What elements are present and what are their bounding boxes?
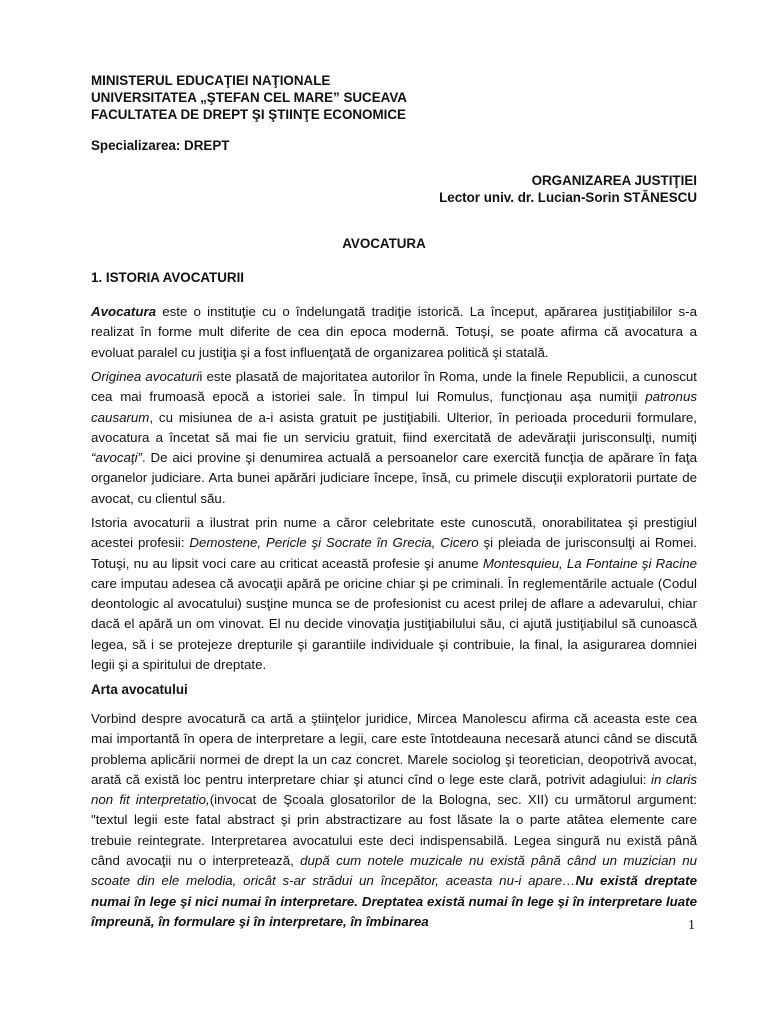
paragraph-4-text-1: Vorbind despre avocatură ca artă a ştiinţelor juridice, Mircea Manolescu afirma că aceasta este cea mai importantă în opera de interpretare a legii, care este întotdeauna necesară atunci când se discută problema aplicării normei de drept la un caz concret. Marele sociolog şi teoretician, deopotrivă avocat, arată că există loc pentru interpretare chiar şi atunci cînd o lege este clară, potrivit adagiului: [91, 711, 697, 787]
institution-header [91, 72, 407, 123]
document-title: AVOCATURA [342, 236, 426, 251]
paragraph-4-bold-italic: Nu există dreptate numai în lege şi nici numai în interpretare. Dreptatea există numai în lege şi în interpretare luate împreună, în formulare şi în interpretare, în îmbinarea [91, 873, 697, 929]
paragraph-2-italic-1: Originea avocaturi [91, 369, 200, 384]
faculty-line: FACULTATEA DE DREPT ŞI ŞTIINŢE ECONOMICE [91, 107, 406, 122]
university-line: UNIVERSITATEA „ŞTEFAN CEL MARE” SUCEAVA [91, 90, 407, 105]
paragraph-2 [91, 367, 697, 509]
paragraph-3-text-2: şi pleiada de jurisconsulţi ai Romei. Totuşi, nu au lipsit voci care au criticat această profesie şi anume [91, 535, 698, 571]
section-heading-history [91, 270, 244, 285]
paragraph-1-text: este o instituţie cu o îndelungată tradiţie istorică. La început, apărarea justiţiabililor s-a realizat în forme mult diferite de cea din epoca modernă. Totuşi, se poate afirma că avocatura a evoluat paralel cu justiţia şi a fost influenţată de organizarea politică şi statală. [91, 304, 697, 360]
course-name: ORGANIZAREA JUSTIŢIEI [531, 173, 697, 188]
paragraph-3-text-1: Istoria avocaturii a ilustrat prin nume a căror celebritate este cunoscută, onorabilitatea şi prestigiul acestei profesii: [91, 515, 697, 551]
term-avocatura: Avocatura [91, 304, 157, 319]
paragraph-2-text-1: i este plasată de majoritatea autorilor în Roma, unde la finele Republicii, a cunoscut cea mai frumoasă epocă a istoriei sale. În timpul lui Romulus, funcţionau aşa numiţii [91, 369, 697, 405]
course-info [439, 172, 697, 206]
paragraph-2-italic-2: patronus causarum [91, 389, 697, 425]
paragraph-3-text-3: care imputau adesea că avocaţii apără pe oricine chiar şi pe criminali. În reglementările actuale (Codul deontologic al avocatului) susţine munca se de profesionist cu acest prilej de aflare a adevarului, chiar dacă el apără un om vinovat. El nu decide vinovaţia justiţiabilului său, ci ajută justiţiabilul să cunoască legea, să i se protejeze drepturile şi garantiile individuale şi contribuie, la final, la asigurarea domniei legii şi a spiritului de dreptate. [91, 575, 697, 673]
paragraph-4-text-2: (invocat de Şcoala glosatorilor de la Bologna, sec. XII) cu următorul argument: "textul legii este fatal abstract şi prin abstractizare au fost lăsate la o parte atâtea elemente care trebuie reintegrate. Interpretarea avocatului este deci indispensabilă. Legea singură nu există până când avocaţii nu o interpretează, [91, 792, 697, 869]
paragraph-2-text-2: , cu misiunea de a-i asista gratuit pe justiţiabili. Ulterior, în perioada procedurii formulare, avocatura a încetat să mai fie un serviciu gratuit, fiind exercitată de adevăraţii jurisconsulţi, numiţi [91, 409, 697, 445]
paragraph-4 [91, 709, 697, 932]
paragraph-3-italic-1: Demostene, Pericle şi Socrate în Grecia, Cicero [189, 535, 479, 551]
paragraph-4-italic-2: după cum notele muzicale nu există până când un muzician nu scoate din ele melodia, oricât s-ar strădui un începător, aceasta nu-i apare… [91, 853, 698, 889]
section-title: . ISTORIA AVOCATURII [98, 270, 245, 285]
paragraph-1 [91, 302, 697, 363]
paragraph-4-italic-1: in claris non fit interpretatio, [91, 771, 697, 808]
paragraph-2-text-3: . De aici provine şi denumirea actuală a persoanelor care exercită funcţia de apărare în faţa organelor judiciare. Arta bunei apărări judiciare începe, însă, cu primele discuţii exploratorii purtate de avocat, cu clientul său. [91, 450, 697, 506]
section-number: 1 [91, 270, 99, 285]
page-number: 1 [688, 918, 695, 933]
paragraph-3-italic-2: Montesquieu, La Fontaine şi Racine [482, 555, 697, 571]
section-heading-art: Arta avocatului [91, 682, 188, 697]
lecturer-name: Lector univ. dr. Lucian-Sorin STĂNESCU [439, 190, 697, 205]
ministry-line: MINISTERUL EDUCAŢIEI NAŢIONALE [91, 73, 331, 88]
paragraph-2-italic-3: “avocaţi” [91, 450, 142, 466]
specialization-line: Specializarea: DREPT [91, 138, 230, 153]
paragraph-3 [91, 513, 697, 675]
